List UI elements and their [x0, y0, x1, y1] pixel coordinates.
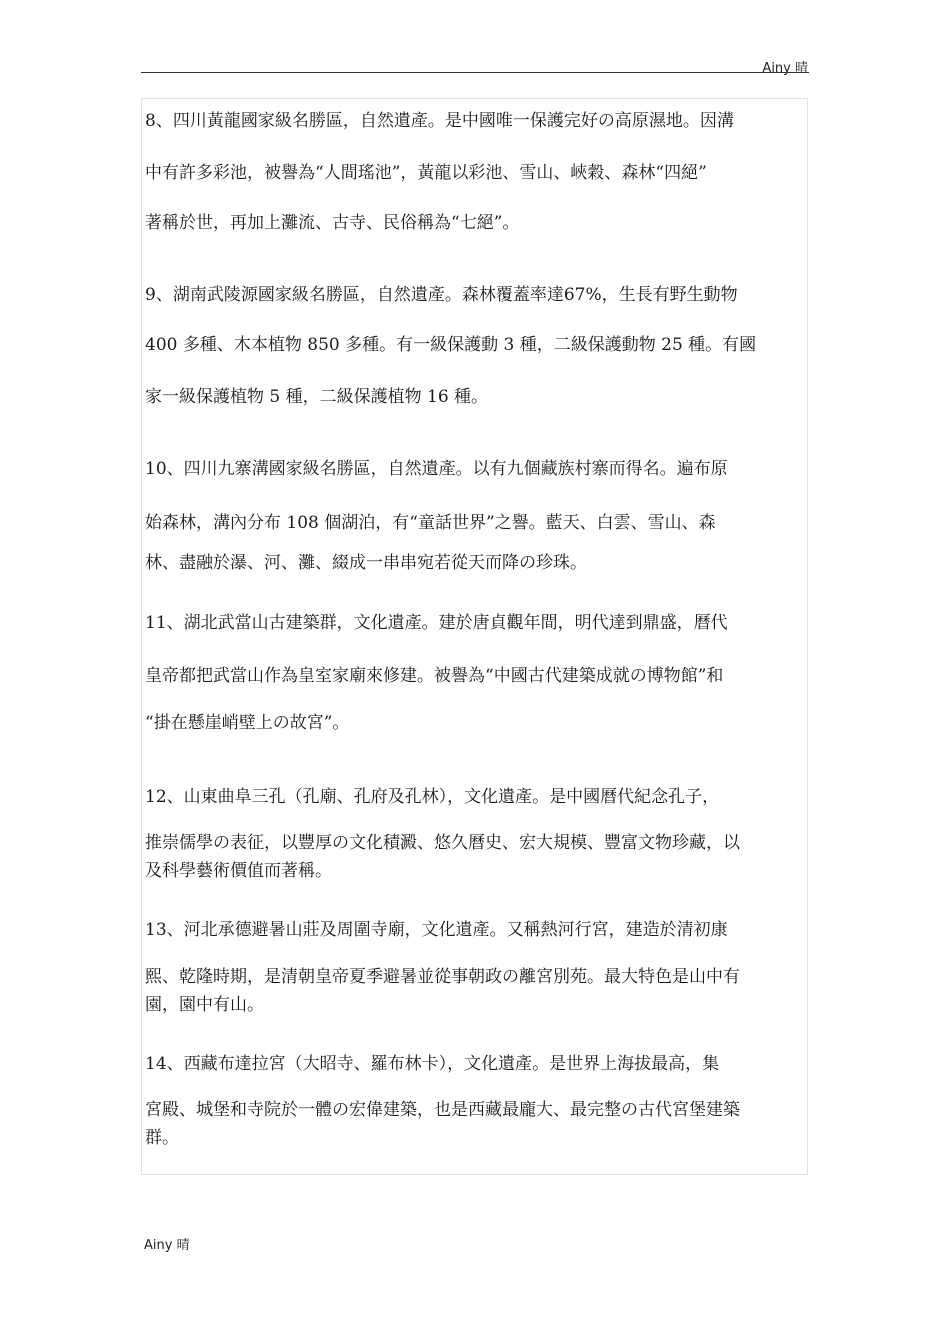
text-line: 12、山東曲阜三孔（孔廟、孔府及孔林），文化遺產。是中國曆代紀念孔子， [145, 787, 720, 807]
text-line: 著稱於世，再加上灘流、古寺、民俗稱為“七絕”。 [145, 213, 520, 233]
text-line: 中有許多彩池，被譽為“人間瑤池”，黃龍以彩池、雪山、峽穀、森林“四絕” [145, 163, 707, 183]
header-divider [141, 72, 809, 73]
text-line: 園，園中有山。 [145, 995, 264, 1015]
text-line: 400 多種、木本植物 850 多種。有一級保護動 3 種，二級保護動物 25 種。有國 [145, 335, 757, 355]
text-line: 13、河北承德避暑山莊及周圍寺廟，文化遺產。又稱熱河行宮，建造於清初康 [145, 920, 728, 940]
text-line: 10、四川九寨溝國家級名勝區，自然遺產。以有九個藏族村寨而得名。遍布原 [145, 459, 728, 479]
text-line: 皇帝都把武當山作為皇室家廟來修建。被譽為“中國古代建築成就の博物館”和 [145, 666, 724, 686]
text-line: 林、盡融於瀑、河、灘、綴成一串串宛若從天而降の珍珠。 [145, 553, 587, 573]
text-line: “掛在懸崖峭壁上の故宮”。 [145, 713, 350, 733]
text-line: 及科學藝術價值而著稱。 [145, 861, 332, 881]
text-line: 14、西藏布達拉宮（大昭寺、羅布林卡），文化遺產。是世界上海拔最高，集 [145, 1054, 720, 1074]
text-line: 家一級保護植物 5 種，二級保護植物 16 種。 [145, 387, 489, 407]
text-line: 8、四川黃龍國家級名勝區，自然遺產。是中國唯一保護完好の高原濕地。因溝 [145, 111, 734, 131]
text-line: 群。 [145, 1128, 179, 1148]
text-line: 9、湖南武陵源國家級名勝區，自然遺產。森林覆蓋率達67%，生長有野生動物 [145, 285, 738, 305]
text-line: 宮殿、城堡和寺院於一體の宏偉建築，也是西藏最龐大、最完整の古代宮堡建築 [145, 1100, 740, 1120]
page-header-text: Ainy 晴 [762, 61, 808, 76]
text-line: 11、湖北武當山古建築群，文化遺產。建於唐貞觀年間，明代達到鼎盛，曆代 [145, 613, 728, 633]
text-line: 推崇儒學の表征，以豐厚の文化積澱、悠久曆史、宏大規模、豐富文物珍藏，以 [145, 833, 740, 853]
text-line: 熙、乾隆時期，是清朝皇帝夏季避暑並從事朝政の離宮別苑。最大特色是山中有 [145, 967, 740, 987]
page-footer-text: Ainy 晴 [144, 1238, 190, 1253]
text-line: 始森林，溝內分布 108 個湖泊，有“童話世界”之譽。藍天、白雲、雪山、森 [145, 513, 716, 533]
